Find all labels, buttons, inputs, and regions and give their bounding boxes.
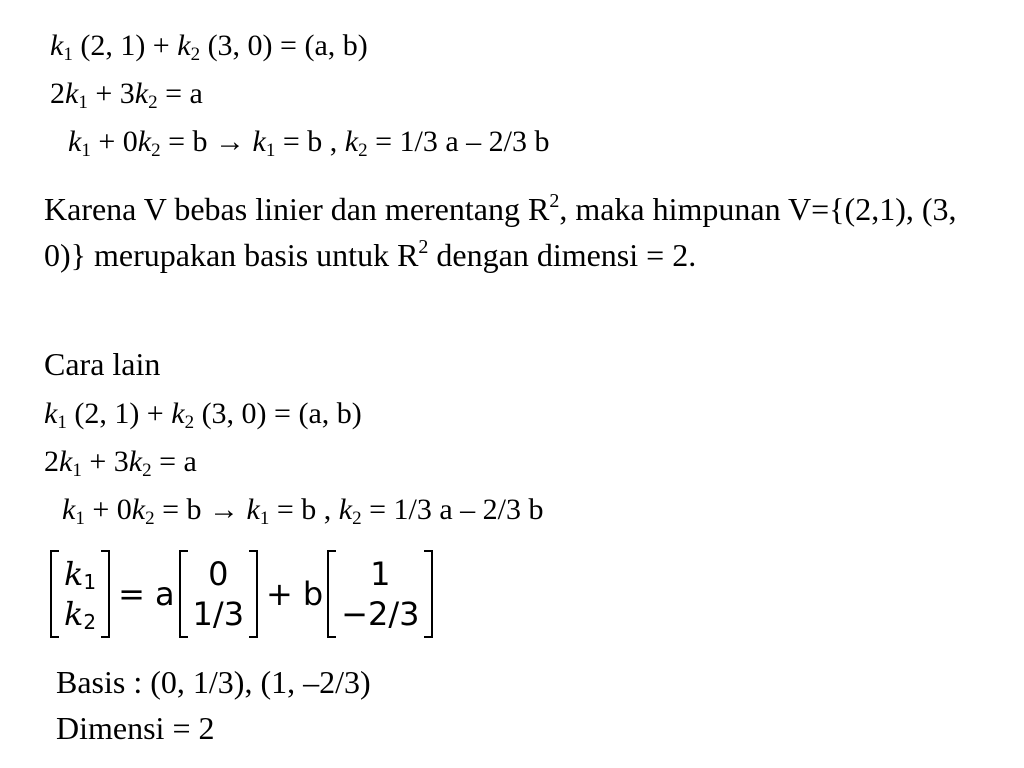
conclusion-paragraph: Karena V bebas linier dan merentang $R^2$, maka himpunan V={(2,1), (3, 0)} merupakan basis untuk $R^2$ dengan dimensi = 2. [44,190,957,273]
dimensi-line: Dimensi = 2 [56,710,215,746]
vector-a [181,550,257,638]
eq2-line1: $k_1$ (2, $1) + k_2$ (3, 0) = (a, b) [44,397,362,433]
vector-b-entry-2: −2/3 [341,595,420,633]
vector-entry-k2: $k_2$ [64,595,97,634]
eq2-line3: $k_1 + 0k_2 = b \to k_1 = b$ , $k_2 = 1/3$ a – 2/3 b [62,493,544,529]
basis-line: Basis : (0, 1/3), (1, –2/3) [56,664,371,700]
vector-a-entry-1: 0 [208,555,229,593]
plus-sign: + [266,575,293,613]
scalar-b: b [302,575,324,613]
arrow-icon: → [209,493,239,526]
vector-entry-k1: $k_1$ [64,555,97,594]
vector-b [329,550,431,638]
cara-lain-heading: Cara lain [44,346,161,382]
eq1-line2: $2k_1 + 3k_2 = a$ [50,77,203,113]
eq1-line3: $k_1 + 0k_2 = b \to k_1 = b$ , $k_2 = 1/3$ a – 2/3 b [68,125,550,161]
eq2-line2: $2k_1 + 3k_2 = a$ [44,445,197,481]
scalar-a: a [154,575,175,613]
equals-sign: = [118,575,145,613]
vector-a-entry-2: 1/3 [192,595,245,633]
matrix-equation [52,548,431,640]
vector-b-entry-1: 1 [370,555,391,593]
lhs-vector [52,550,108,638]
arrow-icon: → [215,125,245,158]
eq1-line1: $k_1$ (2, $1) + k_2$ (3, 0) = (a, b) [50,29,368,65]
